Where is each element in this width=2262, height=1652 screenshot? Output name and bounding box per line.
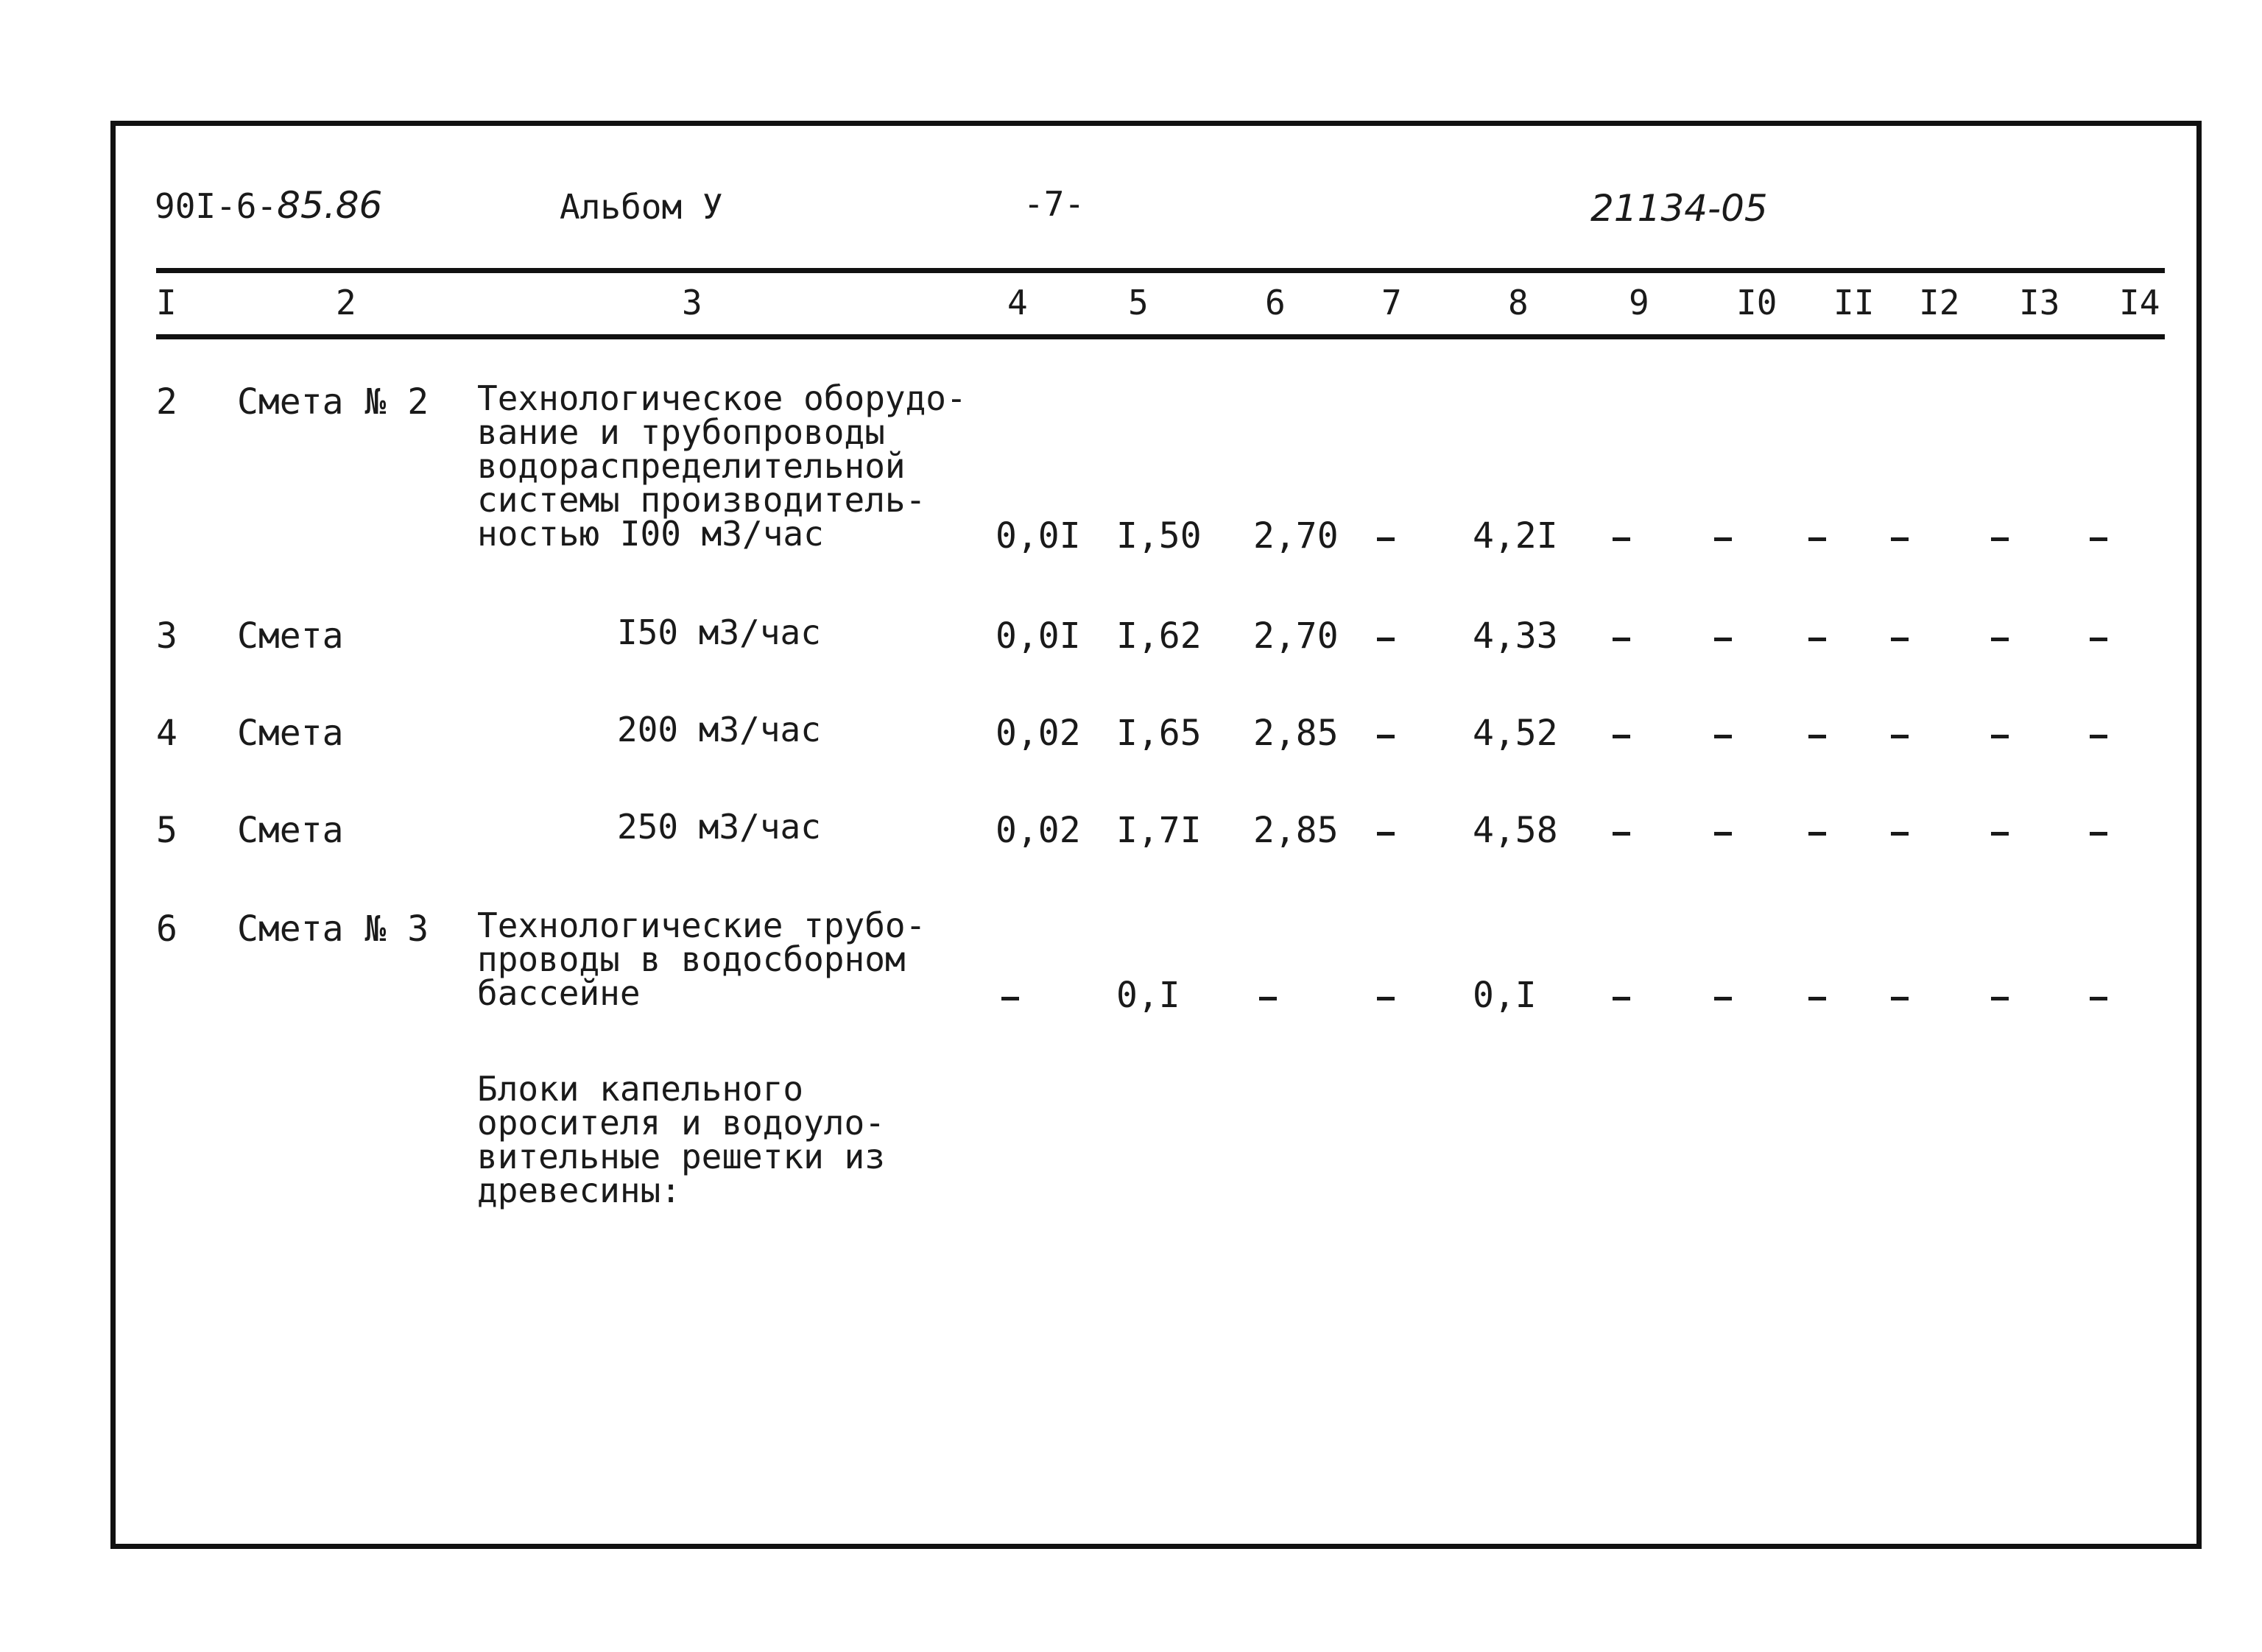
dash-mark	[1808, 537, 1826, 541]
dash-mark	[1613, 832, 1630, 836]
row-number: 4	[156, 713, 177, 754]
column-number: 8	[1508, 283, 1529, 322]
dash-mark	[2090, 832, 2107, 836]
dash-mark	[1714, 997, 1732, 1000]
dash-mark	[1377, 997, 1395, 1000]
dash-mark	[2090, 997, 2107, 1000]
value-cell-c4: 0,0I	[996, 515, 1081, 557]
sheet-code: 21134-05	[1590, 187, 1768, 230]
dash-mark	[1808, 735, 1826, 738]
value-cell-c6: 2,85	[1253, 810, 1339, 851]
dash-mark	[1377, 832, 1395, 836]
row-description: Технологическое оборудо- вание и трубопроводы водораспределительной системы производитель- ностью I00 м3/час	[477, 378, 967, 554]
value-cell-c5: I,50	[1116, 515, 1202, 557]
column-number: I0	[1736, 283, 1777, 322]
value-cell-c6: 2,70	[1253, 515, 1339, 557]
value-cell-c6: 2,85	[1253, 713, 1339, 754]
dash-mark	[2090, 537, 2107, 541]
dash-mark	[1377, 735, 1395, 738]
note-text: Блоки капельного оросителя и водоуло- вительные решетки из древесины:	[477, 1069, 885, 1210]
dash-mark	[1377, 638, 1395, 641]
column-number: 2	[336, 283, 356, 322]
value-cell-c8: 4,2I	[1473, 515, 1558, 557]
column-header-bottom-rule	[156, 334, 2165, 339]
dash-mark	[1613, 638, 1630, 641]
estimate-name: Смета № 3	[237, 908, 429, 950]
dash-mark	[1991, 997, 2009, 1000]
row-description: I50 м3/час	[617, 613, 821, 652]
dash-mark	[1377, 537, 1395, 541]
dash-mark	[1714, 638, 1732, 641]
dash-mark	[1891, 997, 1909, 1000]
doc-code-prefix: 90I-6-	[155, 186, 278, 226]
row-description: 200 м3/час	[617, 710, 821, 749]
dash-mark	[1891, 638, 1909, 641]
dash-mark	[1891, 735, 1909, 738]
value-cell-c8: 4,52	[1473, 713, 1558, 754]
estimate-name: Смета	[237, 615, 344, 657]
row-description: Технологические трубо- проводы в водосборном бассейне	[477, 906, 926, 1013]
page-number: -7-	[1023, 184, 1085, 224]
dash-mark	[1991, 537, 2009, 541]
value-cell-c5: 0,I	[1116, 975, 1180, 1016]
row-number: 3	[156, 615, 177, 657]
estimate-name: Смета	[237, 713, 344, 754]
column-number: II	[1833, 283, 1875, 322]
estimate-name: Смета	[237, 810, 344, 851]
column-header-top-rule	[156, 268, 2165, 273]
value-cell-c4: 0,02	[996, 810, 1081, 851]
dash-mark	[1714, 537, 1732, 541]
value-cell-c5: I,65	[1116, 713, 1202, 754]
row-number: 2	[156, 381, 177, 423]
value-cell-c4: 0,0I	[996, 615, 1081, 657]
dash-mark	[1808, 638, 1826, 641]
value-cell-c4: 0,02	[996, 713, 1081, 754]
dash-mark	[2090, 638, 2107, 641]
dash-mark	[1613, 735, 1630, 738]
column-number: 3	[682, 283, 702, 322]
column-number: I4	[2119, 283, 2160, 322]
doc-code-handwritten: 85.86	[277, 184, 383, 227]
column-number: 5	[1128, 283, 1149, 322]
dash-mark	[1001, 997, 1019, 1000]
dash-mark	[1714, 832, 1732, 836]
column-number: 4	[1007, 283, 1028, 322]
estimate-name: Смета № 2	[237, 381, 429, 423]
doc-code	[155, 184, 383, 227]
value-cell-c8: 4,33	[1473, 615, 1558, 657]
value-cell-c6: 2,70	[1253, 615, 1339, 657]
row-number: 5	[156, 810, 177, 851]
dash-mark	[1613, 997, 1630, 1000]
dash-mark	[1891, 537, 1909, 541]
dash-mark	[1991, 638, 2009, 641]
value-cell-c5: I,62	[1116, 615, 1202, 657]
value-cell-c5: I,7I	[1116, 810, 1202, 851]
column-number: I2	[1919, 283, 1960, 322]
value-cell-c8: 4,58	[1473, 810, 1558, 851]
column-number: I3	[2019, 283, 2060, 322]
column-number: 7	[1381, 283, 1402, 322]
album-label: Альбом У	[560, 187, 723, 227]
row-number: 6	[156, 908, 177, 950]
dash-mark	[2090, 735, 2107, 738]
dash-mark	[1714, 735, 1732, 738]
dash-mark	[1808, 997, 1826, 1000]
column-number: 9	[1629, 283, 1649, 322]
dash-mark	[1991, 832, 2009, 836]
column-number: I	[156, 283, 177, 322]
dash-mark	[1613, 537, 1630, 541]
column-number: 6	[1265, 283, 1286, 322]
row-description: 250 м3/час	[617, 807, 821, 847]
value-cell-c8: 0,I	[1473, 975, 1537, 1016]
dash-mark	[1891, 832, 1909, 836]
dash-mark	[1259, 997, 1277, 1000]
dash-mark	[1991, 735, 2009, 738]
dash-mark	[1808, 832, 1826, 836]
